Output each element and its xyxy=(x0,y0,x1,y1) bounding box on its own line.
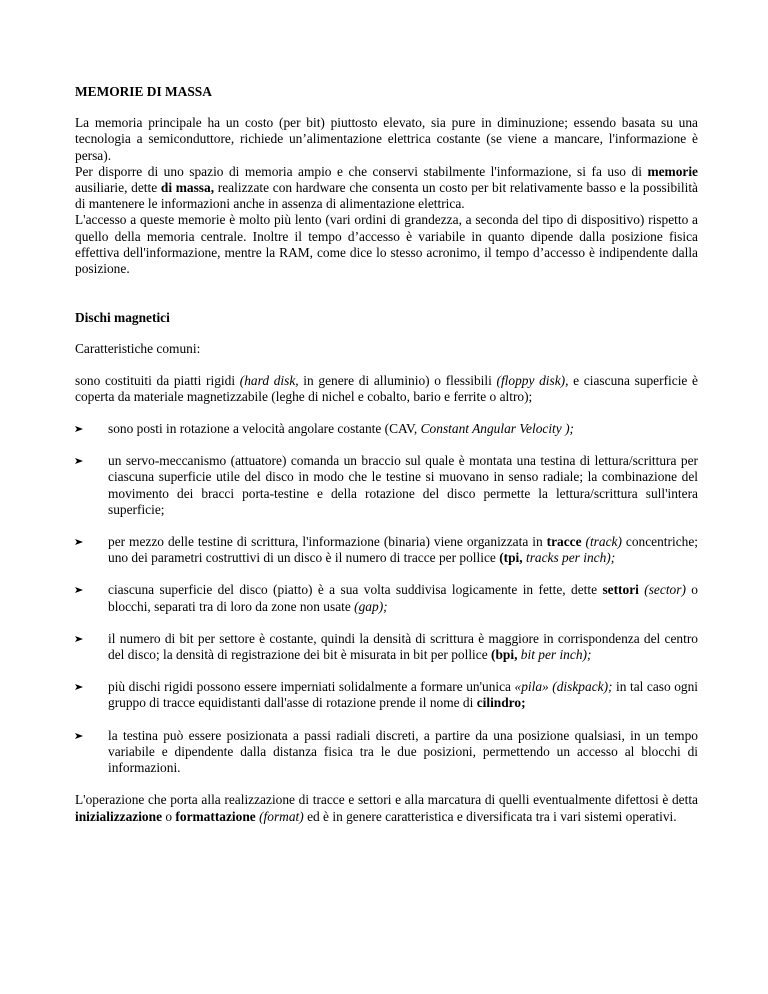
text-run: o xyxy=(162,808,176,824)
text-run: per mezzo delle testine di scrittura, l'informazione (binaria) viene organizzata in xyxy=(108,534,547,550)
bold-term: formattazione xyxy=(175,808,256,824)
italic-term: (format) xyxy=(255,808,304,824)
text-run: o blocchi, separati tra di loro da zone non usate xyxy=(108,582,698,614)
arrow-bullet-icon xyxy=(75,733,83,739)
italic-term: (floppy disk), xyxy=(496,372,569,388)
text-run: sono costituiti da piatti rigidi xyxy=(75,372,240,388)
italic-term: Constant Angular Velocity ); xyxy=(420,421,574,437)
bold-term-di-massa: di massa, xyxy=(160,180,215,196)
italic-term: (sector) xyxy=(638,582,686,598)
text-run: ciascuna superficie del disco (piatto) è a sua volta suddivisa logicamente in fette, dette xyxy=(108,582,603,598)
arrow-bullet-icon xyxy=(75,587,83,593)
arrow-bullet-icon xyxy=(75,539,83,545)
list-item xyxy=(75,631,698,663)
arrow-bullet-icon xyxy=(75,426,83,432)
section-lead: Caratteristiche comuni: xyxy=(75,341,201,357)
text-run: il numero di bit per settore è costante, quindi la densità di scrittura è maggiore in corrispondenza del centro del disco; la densità di registrazione dei bit è misurata in bit per pollice xyxy=(108,630,698,663)
text-run: sono posti in rotazione a velocità angolare costante (CAV, xyxy=(108,421,421,437)
section-heading: Dischi magnetici xyxy=(75,310,170,326)
arrow-bullet-icon xyxy=(75,684,83,690)
characteristics-paragraph xyxy=(75,373,698,405)
bold-term: inizializzazione xyxy=(75,808,163,824)
list-item xyxy=(75,582,698,614)
text-run: concentriche; uno dei parametri costruttivi di un disco è il numero di tracce per pollice xyxy=(108,534,699,566)
arrow-bullet-icon xyxy=(75,458,83,464)
text-run: ausiliarie, dette xyxy=(75,180,161,196)
text-run: un servo-meccanismo (attuatore) comanda un braccio sul quale è montata una testina di lettura/scrittura per ciascuna superficie utile del disco in modo che le testine si muovano in senso radiale; la combinazione del movimento dei bracci porta-testine e della rotazione del disco permette la lettura/scrittura sull'intera superficie; xyxy=(108,453,698,517)
text-run: ed è in genere caratteristica e diversificata tra i vari sistemi operativi. xyxy=(303,808,677,824)
bold-term: settori xyxy=(602,582,639,598)
italic-term: (gap); xyxy=(354,598,388,614)
bold-term: tracce xyxy=(546,534,582,550)
text-run: e ciascuna superficie è coperta da materiale magnetizzabile (leghe di nichel e cobalto, bario e ferrite o altro); xyxy=(75,372,698,404)
intro-paragraph-1: La memoria principale ha un costo (per bit) piuttosto elevato, sia pure in diminuzione; essendo basata su una tecnologia a semiconduttore, richiede un’alimentazione elettrica costante (se viene a mancare, l'informazione è persa). xyxy=(75,115,698,163)
text-run: L'operazione che porta alla realizzazione di tracce e settori e alla marcatura di quelli eventualmente difettosi è detta xyxy=(75,792,698,808)
bold-term: cilindro; xyxy=(476,695,526,711)
intro-paragraph-3: L'accesso a queste memorie è molto più lento (vari ordini di grandezza, a seconda del tipo di dispositivo) rispetto a quello della memoria centrale. Inoltre il tempo d’accesso è variabile in quanto dipende dalla posizione fisica effettiva dell'informazione, mentre la RAM, come dice lo stesso acronimo, il tempo d’accesso è indipendente dalla posizione. xyxy=(75,212,698,277)
characteristics-list xyxy=(75,421,698,776)
intro-paragraph-2 xyxy=(75,164,698,213)
bold-term: (bpi, xyxy=(491,647,518,663)
text-run: la testina può essere posizionata a passi radiali discreti, a partire da una posizione qualsiasi, in un tempo variabile e dipendente dalla distanza fisica tra le due posizioni, permettendo un accesso al blocchi di informazioni. xyxy=(108,727,698,776)
italic-term: (hard disk, xyxy=(239,372,299,388)
list-item xyxy=(75,679,698,711)
bold-term: (tpi, xyxy=(499,550,523,566)
bold-term-memorie: memorie xyxy=(647,163,698,179)
list-item xyxy=(75,728,698,777)
text-run: realizzate con hardware che consenta un costo per bit relativamente basso e la possibilità di mantenere le informazioni anche in assenza di alimentazione elettrica. xyxy=(75,180,698,212)
document-page xyxy=(75,84,698,825)
intro-section xyxy=(75,115,698,277)
list-item xyxy=(75,453,698,518)
text-run: in tal caso ogni gruppo di tracce equidistanti dall'asse di rotazione prende il nome di xyxy=(108,679,699,711)
text-run: più dischi rigidi possono essere imperniati solidalmente a formare un'unica xyxy=(108,679,515,695)
text-run: in genere di alluminio) o flessibili xyxy=(298,372,497,388)
italic-term: «pila» (diskpack); xyxy=(514,679,613,695)
italic-term: bit per inch); xyxy=(517,647,592,663)
text-run: Per disporre di uno spazio di memoria ampio e che conservi stabilmente l'informazione, si fa uso di xyxy=(75,163,648,179)
closing-paragraph xyxy=(75,792,698,824)
page-title: MEMORIE DI MASSA xyxy=(75,84,212,99)
arrow-bullet-icon xyxy=(75,636,83,642)
italic-term: (track) xyxy=(581,534,622,550)
list-item xyxy=(75,534,698,566)
list-item xyxy=(75,421,698,437)
italic-term: tracks per inch); xyxy=(522,550,616,566)
